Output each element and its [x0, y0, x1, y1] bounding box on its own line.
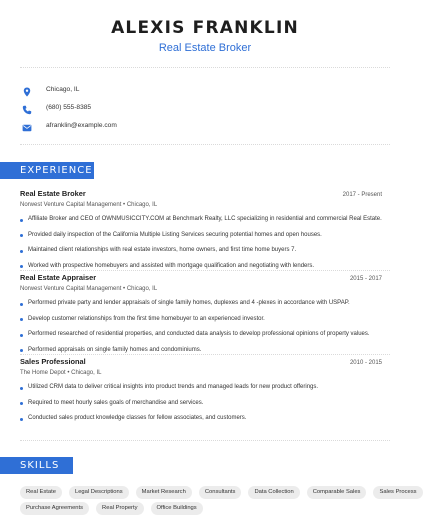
skill-tag: Real Property — [96, 502, 143, 515]
job-bullet: Affiliate Broker and CEO of OWNMUSICCITY.COM at Benchmark Realty, LLC specializing in residential and commercial Real Estate. — [20, 212, 382, 228]
contact-location — [22, 82, 79, 96]
job-divider — [20, 354, 390, 355]
contact-phone — [22, 100, 91, 114]
experience-section-header: EXPERIENCE — [0, 162, 94, 179]
skills-list — [20, 486, 417, 518]
skill-tag: Market Research — [136, 486, 192, 499]
skills-row — [20, 502, 390, 515]
skill-tag: Consultants — [199, 486, 242, 499]
experience-item-2 — [20, 273, 382, 358]
job-bullet: Performed private party and lender appraisals of single family homes, duplexes and 4 -plexes in accordance with USPAP. — [20, 296, 382, 312]
phone-text: (680) 555-8385 — [46, 103, 92, 111]
job-bullet: Performed researched of residential properties, and conducted data analysis to develop professional opinions of property values. — [20, 327, 382, 343]
location-text: Chicago, IL — [46, 85, 80, 93]
experience-item-1 — [20, 189, 382, 274]
location-pin-icon — [22, 84, 32, 94]
skill-tag: Comparable Sales — [307, 486, 367, 499]
job-bullet: Required to meet hourly sales goals of merchandise and services. — [20, 396, 382, 412]
phone-icon — [22, 102, 32, 112]
job-bullet: Worked with prospective homebuyers and assisted with mortgage qualification and negotiating with lenders. — [20, 259, 382, 275]
email-text: afranklin@example.com — [46, 121, 117, 129]
contact-divider — [20, 144, 390, 145]
job-bullet: Develop customer relationships from the first time homebuyer to an experienced investor. — [20, 312, 382, 328]
candidate-role: Real Estate Broker — [158, 42, 252, 54]
candidate-name: ALEXIS FRANKLIN — [111, 18, 299, 38]
skill-tag: Data Collection — [248, 486, 299, 499]
skill-tag: Real Estate — [20, 486, 62, 499]
job-bullet: Provided daily inspection of the California Multiple Listing Services securing potential homes and open houses. — [20, 228, 382, 244]
job-title: Real Estate Appraiser — [20, 273, 97, 282]
skills-row — [20, 486, 417, 499]
job-title: Sales Professional — [20, 357, 86, 366]
job-title: Real Estate Broker — [20, 189, 86, 198]
skill-tag: Legal Descriptions — [69, 486, 129, 499]
experience-item-3 — [20, 357, 382, 427]
job-bullet: Performed appraisals on single family homes and condominiums. — [20, 343, 382, 359]
job-bullet: Maintained client relationships with real estate investors, home owners, and first time home buyers 7. — [20, 243, 382, 259]
envelope-icon — [22, 120, 32, 130]
job-bullet: Conducted sales product knowledge classes for fellow associates, and customers. — [20, 411, 382, 427]
job-divider — [20, 270, 390, 271]
skill-tag: Purchase Agreements — [20, 502, 89, 515]
skill-tag: Sales Process — [373, 486, 422, 499]
job-company: The Home Depot • Chicago, IL — [20, 370, 102, 376]
skills-section-header: SKILLS — [0, 457, 73, 474]
job-dates: 2010 - 2015 — [349, 360, 382, 366]
job-dates: 2017 - Present — [342, 192, 382, 198]
header-divider — [20, 67, 390, 68]
job-bullet: Utilized CRM data to deliver critical insights into product trends and managed leads for new product offerings. — [20, 380, 382, 396]
job-company: Norwest Venture Capital Management • Chicago, IL — [20, 286, 158, 292]
contact-email — [22, 118, 117, 132]
resume-header — [0, 17, 410, 55]
job-company: Norwest Venture Capital Management • Chicago, IL — [20, 202, 158, 208]
skill-tag: Office Buildings — [151, 502, 203, 515]
skills-divider — [20, 440, 390, 441]
job-dates: 2015 - 2017 — [349, 276, 382, 282]
